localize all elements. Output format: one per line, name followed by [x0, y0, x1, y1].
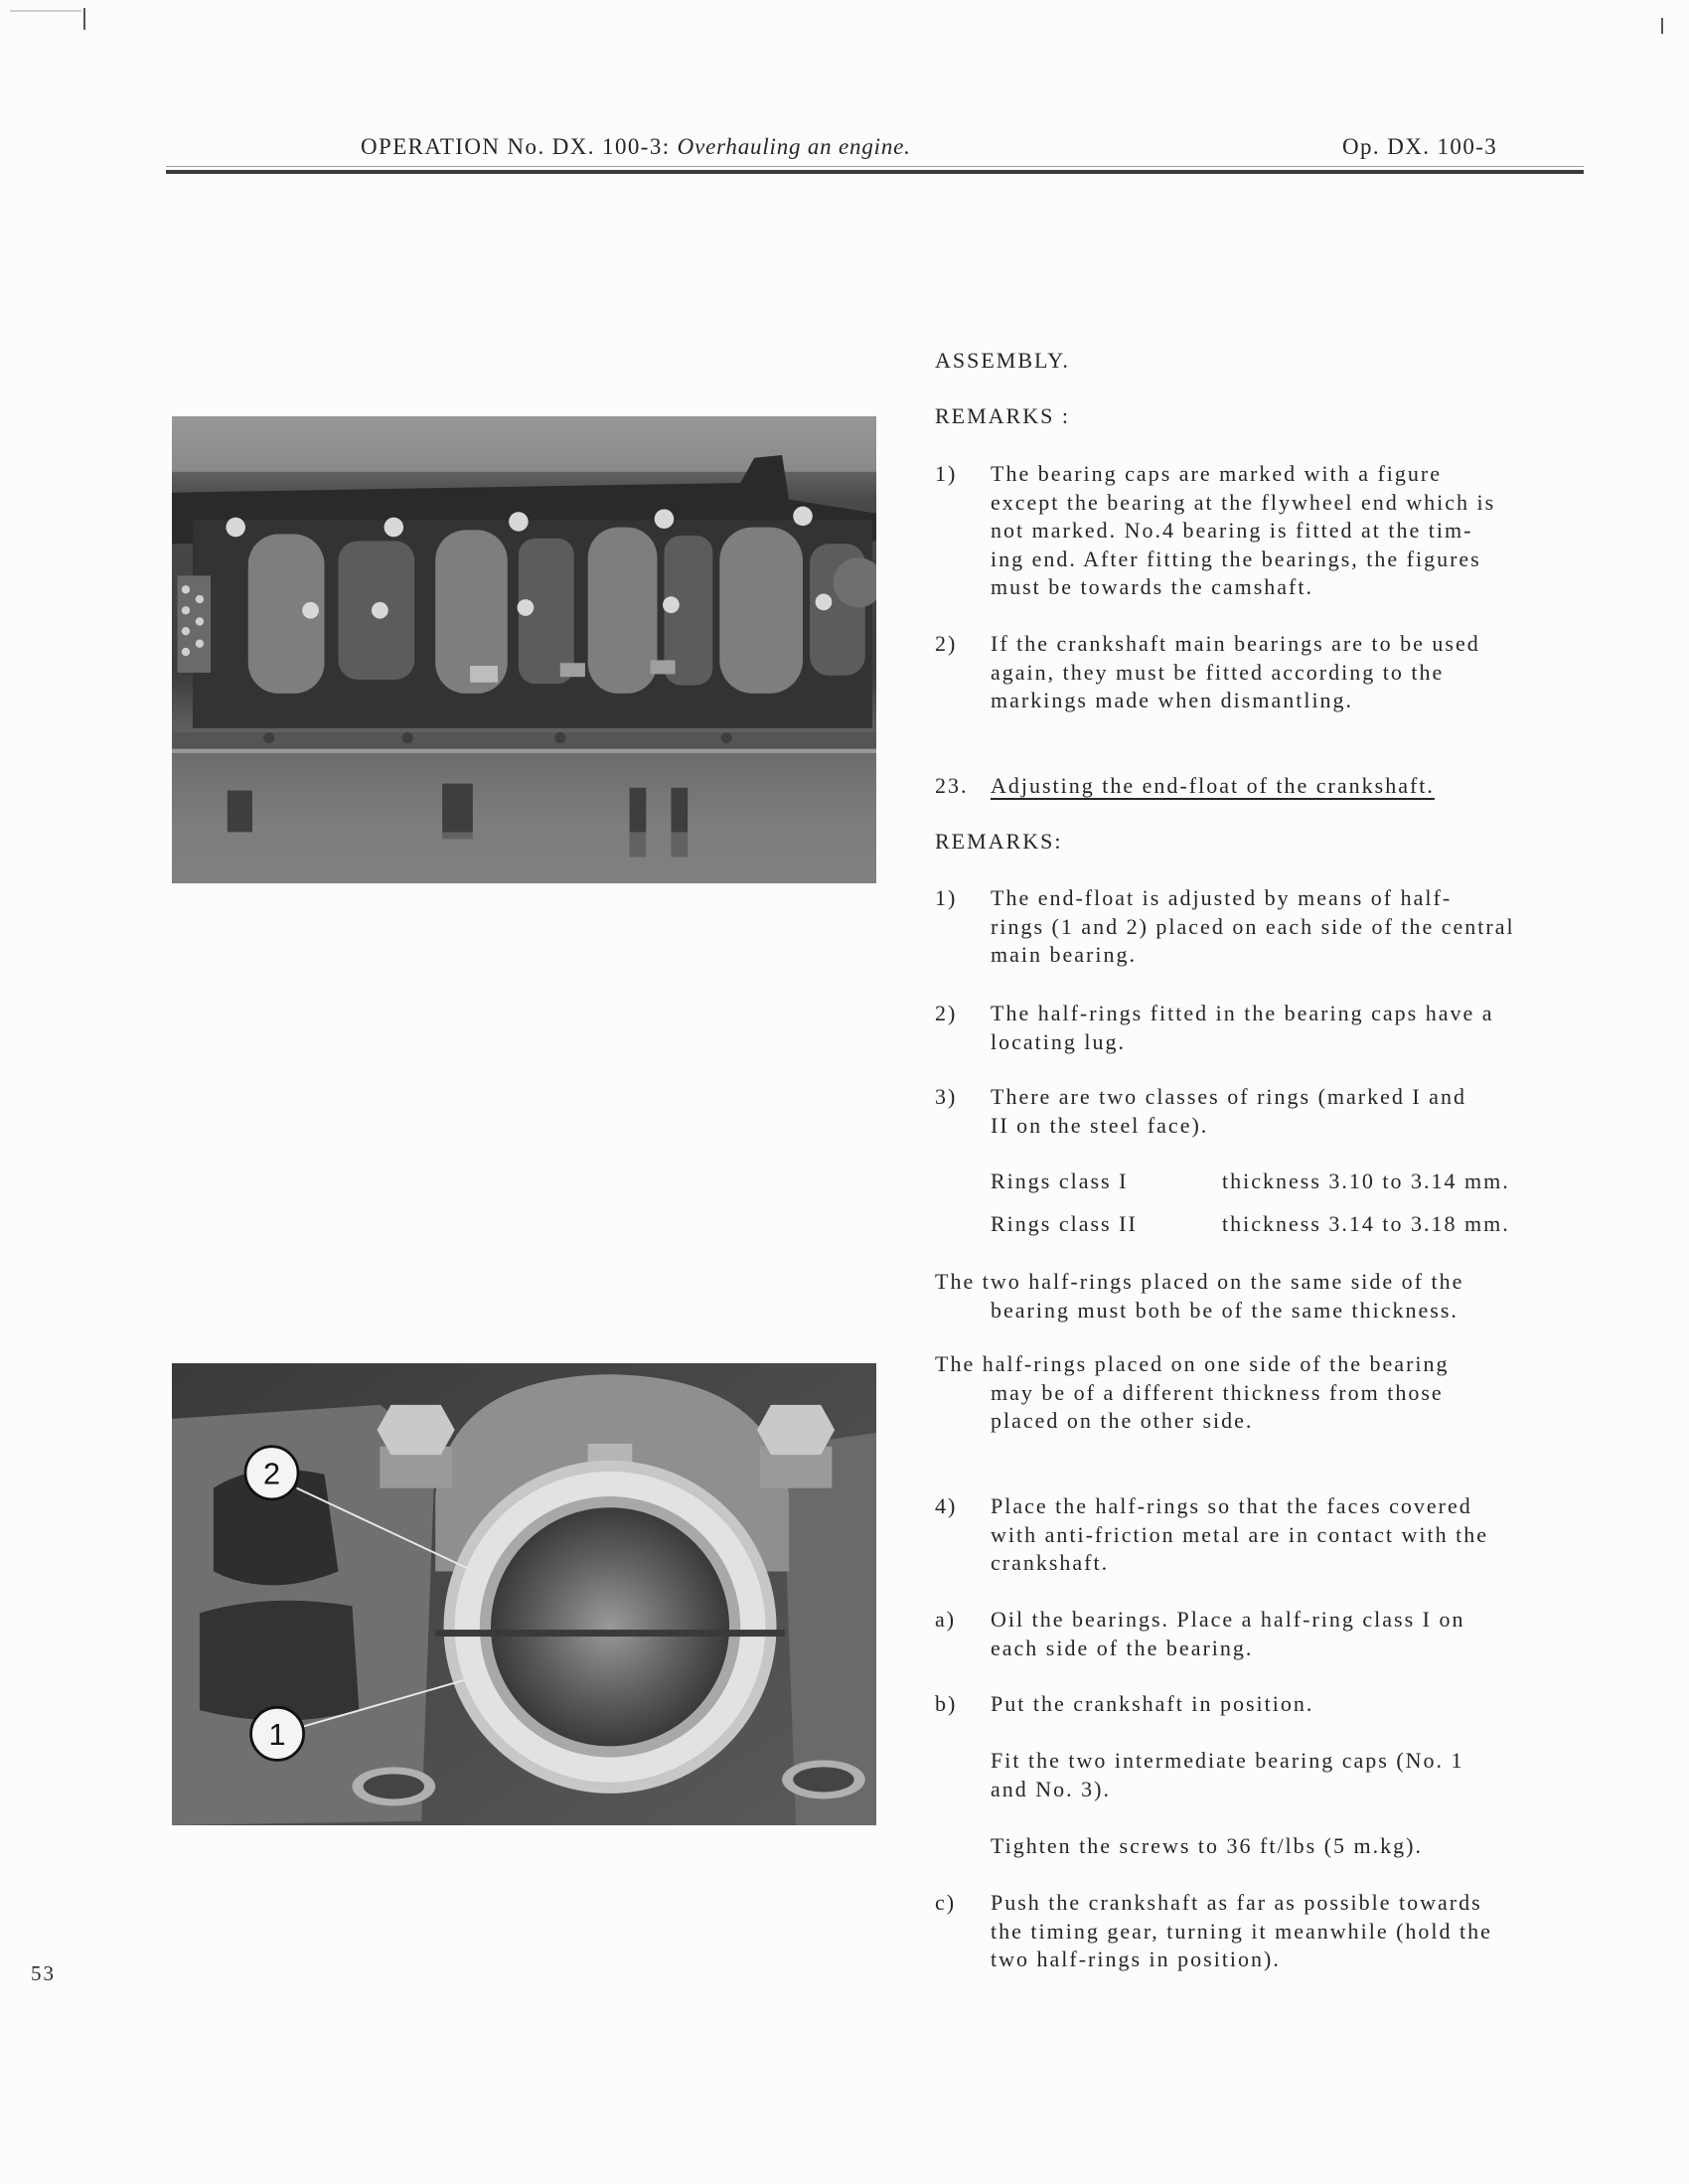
text-line: rings (1 and 2) placed on each side of the central: [991, 913, 1515, 939]
text-line: crankshaft.: [991, 1550, 1110, 1576]
operation-title: Overhauling an engine.: [677, 134, 911, 159]
scan-artifact: [1661, 18, 1663, 34]
text-line: and No. 3).: [991, 1776, 1111, 1801]
item-number: 1): [935, 885, 958, 910]
text-line: ing end. After fitting the bearings, the figures: [991, 546, 1481, 571]
note-different-sides: [935, 1350, 1450, 1436]
text-line: may be of a different thickness from those: [991, 1379, 1444, 1405]
text-line: main bearing.: [991, 942, 1137, 968]
assembly-remark-1: [935, 460, 1495, 602]
assembly-heading: ASSEMBLY.: [935, 348, 1070, 373]
item-number: 2): [935, 631, 958, 656]
text-line: locating lug.: [991, 1028, 1126, 1054]
text-line: with anti-friction metal are in contact with the: [991, 1521, 1489, 1547]
text-line: again, they must be fitted according to the: [991, 659, 1445, 685]
header-rule: [166, 170, 1584, 174]
callout-2-label: 2: [262, 1456, 281, 1491]
section-remark-2: [935, 1000, 1494, 1056]
ring-class-row: [991, 1210, 1510, 1239]
running-header: [361, 134, 911, 160]
item-number: a): [935, 1607, 957, 1632]
ring-class-row: [991, 1168, 1510, 1196]
half-rings-image: [172, 1363, 876, 1825]
step-b: [935, 1690, 1313, 1719]
text-line: Put the crankshaft in position.: [991, 1691, 1314, 1716]
ring-class-thickness: thickness 3.14 to 3.18 mm.: [1222, 1211, 1510, 1236]
item-number: 1): [935, 461, 958, 486]
section-number: 23.: [935, 773, 969, 798]
remarks-label: REMARKS:: [935, 829, 1063, 854]
text-line: the timing gear, turning it meanwhile (hold the: [991, 1918, 1492, 1944]
text-line: There are two classes of rings (marked I and: [991, 1084, 1466, 1109]
callout-1-label: 1: [268, 1717, 286, 1753]
ring-class-label: Rings class I: [991, 1169, 1129, 1193]
item-number: b): [935, 1691, 958, 1716]
section-23-heading: [935, 772, 1435, 801]
scan-artifact: [10, 10, 81, 12]
crankshaft-assembly-photo: [172, 416, 876, 883]
text-line: Push the crankshaft as far as possible towards: [991, 1890, 1482, 1915]
text-line: If the crankshaft main bearings are to be used: [991, 631, 1480, 656]
ring-class-thickness: thickness 3.10 to 3.14 mm.: [1222, 1169, 1510, 1193]
assembly-remark-2: [935, 630, 1480, 715]
text-line: Place the half-rings so that the faces covered: [991, 1493, 1472, 1518]
text-line: Fit the two intermediate bearing caps (No. 1: [991, 1748, 1464, 1773]
text-line: two half-rings in position).: [991, 1947, 1281, 1972]
text-line: markings made when dismantling.: [991, 688, 1354, 713]
note-same-side: [935, 1268, 1463, 1325]
operation-number: OPERATION No. DX. 100-3:: [361, 134, 678, 159]
text-line: except the bearing at the flywheel end which is: [991, 489, 1496, 515]
callout-1: [251, 1707, 304, 1760]
text-line: The two half-rings placed on the same side of the: [935, 1269, 1464, 1294]
step-c: [935, 1889, 1492, 1974]
scan-artifact: [83, 8, 85, 30]
text-line: The half-rings placed on one side of the bearing: [935, 1351, 1450, 1376]
text-line: The end-float is adjusted by means of half-: [991, 885, 1453, 910]
step-b-fit-caps: [991, 1747, 1464, 1803]
page-number: 53: [31, 1961, 56, 1985]
text-line: each side of the bearing.: [991, 1635, 1254, 1660]
header-rule: [166, 166, 1584, 167]
section-remark-1: [935, 884, 1515, 970]
text-line: The half-rings fitted in the bearing caps have a: [991, 1001, 1494, 1025]
item-number: 3): [935, 1084, 958, 1109]
ring-class-label: Rings class II: [991, 1211, 1138, 1236]
right-bolt: [757, 1405, 835, 1488]
remarks-label: REMARKS :: [935, 403, 1070, 428]
item-number: c): [935, 1890, 957, 1915]
item-number: 2): [935, 1001, 958, 1025]
step-4: [935, 1492, 1488, 1578]
text-line: Oil the bearings. Place a half-ring class I on: [991, 1607, 1465, 1632]
text-line: II on the steel face).: [991, 1112, 1209, 1138]
callout-2: [245, 1447, 298, 1499]
text-line: not marked. No.4 bearing is fitted at the tim-: [991, 518, 1473, 544]
text-line: placed on the other side.: [991, 1408, 1254, 1434]
text-line: bearing must both be of the same thickness.: [991, 1297, 1459, 1323]
section-remark-3: [935, 1083, 1466, 1140]
section-title: Adjusting the end-float of the crankshaft.: [991, 773, 1435, 798]
step-a: [935, 1606, 1464, 1662]
crankshaft-assembly-image: [172, 416, 876, 883]
half-rings-photo: [172, 1363, 876, 1825]
item-number: 4): [935, 1493, 958, 1518]
left-bolt: [378, 1405, 455, 1488]
text-line: must be towards the camshaft.: [991, 574, 1313, 600]
step-b-tighten: Tighten the screws to 36 ft/lbs (5 m.kg).: [991, 1833, 1423, 1858]
timing-gear: [178, 575, 211, 673]
text-line: The bearing caps are marked with a figure: [991, 461, 1442, 486]
operation-reference: Op. DX. 100-3: [1342, 134, 1498, 159]
